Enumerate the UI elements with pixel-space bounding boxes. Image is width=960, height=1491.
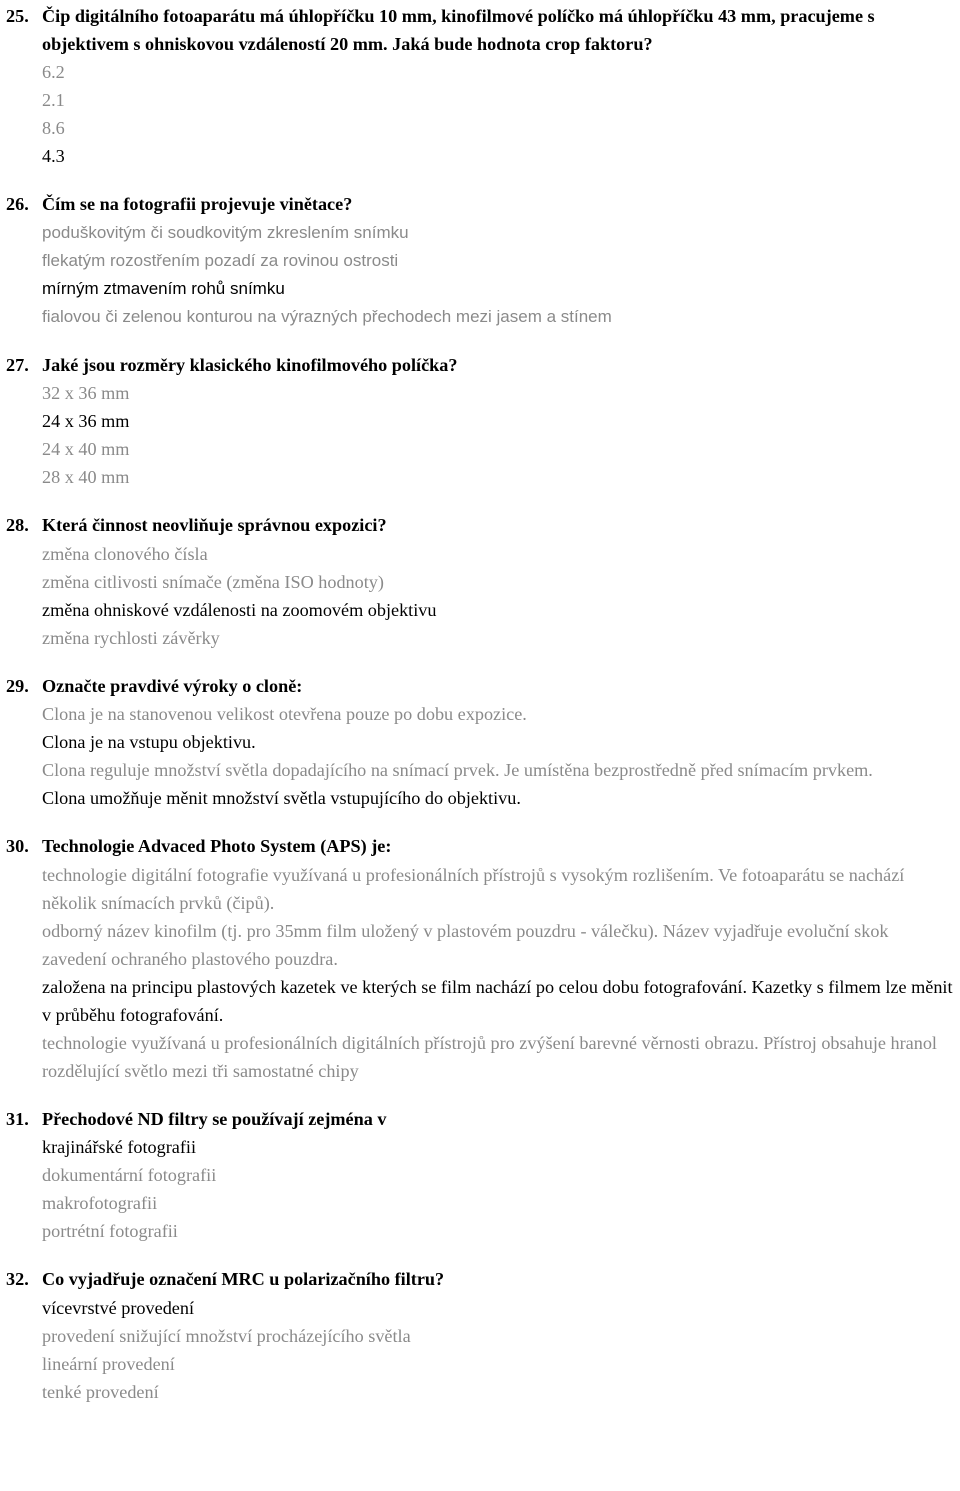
answer-option: fialovou či zelenou konturou na výrazných přechodech mezi jasem a stínem bbox=[42, 306, 612, 326]
question-number: 26. bbox=[6, 194, 29, 214]
question-number: 28. bbox=[6, 515, 29, 535]
question-number: 29. bbox=[6, 675, 29, 696]
answer-option: dokumentární fotografii bbox=[42, 1165, 217, 1185]
question-number: 31. bbox=[6, 1108, 29, 1129]
answer-list bbox=[42, 540, 960, 652]
question-25 bbox=[0, 3, 960, 170]
question-text: Čip digitálního fotoaparátu má úhlopříčku 10 mm, kinofilmové políčko má úhlopříčku 43 mm, pracujeme s objektivem s ohniskovou vzdáleností 20 mm. Jaká bude hodnota crop faktoru? bbox=[42, 6, 875, 54]
answer-option: odborný název kinofilm (tj. pro 35mm film uložený v plastovém pouzdru - válečku). Název vyjadřuje evoluční skok zavedení ochraného plastového pouzdra. bbox=[42, 920, 889, 969]
answer-list bbox=[42, 861, 960, 1085]
answer-option: změna clonového čísla bbox=[42, 543, 208, 564]
answer-option-correct: 4.3 bbox=[42, 146, 65, 166]
question-text: Přechodové ND filtry se používají zejména v bbox=[42, 1108, 387, 1129]
question-26 bbox=[0, 191, 960, 331]
answer-list bbox=[42, 1294, 960, 1406]
question-header bbox=[0, 673, 960, 701]
answer-option-correct: vícevrstvé provedení bbox=[42, 1297, 195, 1318]
answer-option-correct: Clona je na vstupu objektivu. bbox=[42, 732, 256, 752]
question-30 bbox=[0, 833, 960, 1085]
answer-option: technologie využívaná u profesionálních digitálních přístrojů pro zvýšení barevné věrnosti obrazu. Přístroj obsahuje hranol rozdělující světlo mezi tři samostatné chipy bbox=[42, 1032, 937, 1081]
question-number: 27. bbox=[6, 354, 29, 375]
question-text: Čím se na fotografii projevuje vinětace? bbox=[42, 194, 353, 214]
question-header bbox=[0, 352, 960, 380]
question-header bbox=[0, 1266, 960, 1294]
question-header bbox=[0, 191, 960, 219]
question-number: 25. bbox=[6, 6, 29, 26]
answer-option: 24 x 40 mm bbox=[42, 439, 130, 459]
question-27 bbox=[0, 352, 960, 492]
question-text: Označte pravdivé výroky o cloně: bbox=[42, 675, 303, 696]
answer-option: změna citlivosti snímače (změna ISO hodnoty) bbox=[42, 571, 384, 592]
answer-option: lineární provedení bbox=[42, 1353, 175, 1374]
question-32 bbox=[0, 1266, 960, 1406]
question-31 bbox=[0, 1106, 960, 1246]
answer-option: 28 x 40 mm bbox=[42, 467, 130, 487]
answer-list bbox=[42, 58, 960, 170]
answer-option: 6.2 bbox=[42, 62, 65, 82]
question-text: Co vyjadřuje označení MRC u polarizačního filtru? bbox=[42, 1269, 445, 1289]
question-header bbox=[0, 3, 960, 58]
question-number: 32. bbox=[6, 1269, 29, 1289]
answer-option-correct: krajinářské fotografii bbox=[42, 1137, 197, 1157]
answer-option: portrétní fotografii bbox=[42, 1221, 178, 1241]
question-text: Technologie Advaced Photo System (APS) je: bbox=[42, 836, 392, 856]
answer-option-correct: změna ohniskové vzdálenosti na zoomovém objektivu bbox=[42, 599, 437, 620]
answer-option: 8.6 bbox=[42, 118, 65, 138]
answer-option: provedení snižující množství procházejícího světla bbox=[42, 1325, 411, 1346]
question-29 bbox=[0, 673, 960, 813]
question-text: Která činnost neovliňuje správnou expozici? bbox=[42, 515, 387, 535]
answer-option-correct: mírným ztmavením rohů snímku bbox=[42, 278, 285, 298]
answer-option: tenké provedení bbox=[42, 1381, 159, 1402]
answer-list bbox=[42, 219, 960, 331]
answer-option-correct: založena na principu plastových kazetek ve kterých se film nachází po celou dobu fotografování. Kazetky s filmem lze měnit v průběhu fotografování. bbox=[42, 976, 953, 1025]
question-header bbox=[0, 1106, 960, 1134]
answer-option-correct: Clona umožňuje měnit množství světla vstupujícího do objektivu. bbox=[42, 788, 521, 808]
question-header bbox=[0, 512, 960, 540]
question-28 bbox=[0, 512, 960, 652]
question-text: Jaké jsou rozměry klasického kinofilmového políčka? bbox=[42, 354, 458, 375]
question-number: 30. bbox=[6, 836, 29, 856]
answer-option: 2.1 bbox=[42, 90, 65, 110]
answer-list bbox=[42, 700, 960, 812]
answer-option: technologie digitální fotografie využívaná u profesionálních přístrojů s vysokým rozlišením. Ve fotoaparátu se nachází několik snímacích prvků (čipů). bbox=[42, 864, 905, 913]
answer-list bbox=[42, 379, 960, 491]
answer-option: flekatým rozostřením pozadí za rovinou ostrosti bbox=[42, 250, 399, 270]
answer-option: poduškovitým či soudkovitým zkreslením snímku bbox=[42, 222, 409, 242]
answer-option: Clona reguluje množství světla dopadajícího na snímací prvek. Je umístěna bezprostředně před snímacím prvkem. bbox=[42, 760, 873, 780]
answer-option-correct: 24 x 36 mm bbox=[42, 411, 130, 431]
answer-option: změna rychlosti závěrky bbox=[42, 627, 220, 648]
question-header bbox=[0, 833, 960, 861]
answer-option: 32 x 36 mm bbox=[42, 383, 130, 403]
answer-list bbox=[42, 1133, 960, 1245]
answer-option: Clona je na stanovenou velikost otevřena pouze po dobu expozice. bbox=[42, 704, 527, 724]
answer-option: makrofotografii bbox=[42, 1193, 158, 1213]
